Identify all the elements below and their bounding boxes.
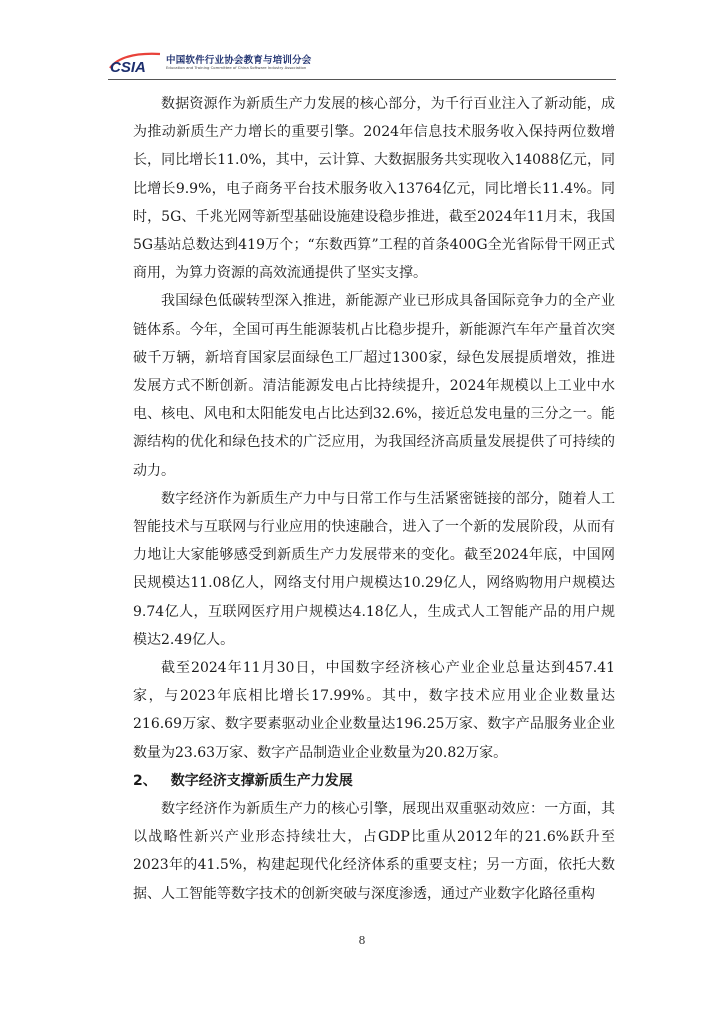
document-body: [133, 90, 615, 908]
paragraph-digital-engine: 数字经济作为新质生产力的核心引擎，展现出双重驱动效应：一方面，其以战略性新兴产业形态持续壮大，占GDP比重从2012年的21.6%跃升至2023年的41.5%，构建起现代化经济体系的重要支柱；另一方面，依托大数据、人工智能等数字技术的创新突破与深度渗透，通过产业数字化路径重构: [133, 801, 615, 902]
page-header: [108, 48, 628, 78]
organization-name-en: Education and Training Committee of China Software Industry Association: [166, 65, 307, 70]
header-divider: [108, 79, 616, 80]
section-heading-title: 数字经济支撑新质生产力发展: [170, 772, 353, 789]
csia-logo-icon: [108, 48, 164, 76]
paragraph-enterprise-counts: 截至2024年11月30日，中国数字经济核心产业企业总量达到457.41家，与2023年底相比增长17.99%。其中，数字技术应用业企业数量达216.69万家、数字要素驱动业企业数量达196.25万家、数字产品服务业企业数量为23.63万家、数字产品制造业企业数量为20.82万家。: [133, 660, 615, 761]
section-heading: [133, 767, 615, 795]
page-number: 8: [358, 934, 366, 947]
organization-name-cn: 中国软件行业协会教育与培训分会: [166, 55, 312, 66]
section-heading-number: 2、: [133, 772, 157, 789]
logo-text: CSIA: [110, 59, 146, 76]
paragraph-data-resources: 数据资源作为新质生产力发展的核心部分，为千行百业注入了新动能，成为推动新质生产力增长的重要引擎。2024年信息技术服务收入保持两位数增长，同比增长11.0%，其中，云计算、大数据服务共实现收入14088亿元，同比增长9.9%，电子商务平台技术服务收入13764亿元，同比增长11.4%。同时，5G、千兆光网等新型基础设施建设稳步推进，截至2024年11月末，我国5G基站总数达到419万个；“东数西算”工程的首条400G全光省际骨干网正式商用，为算力资源的高效流通提供了坚实支撑。: [133, 96, 615, 282]
paragraph-digital-economy-users: 数字经济作为新质生产力中与日常工作与生活紧密链接的部分，随着人工智能技术与互联网与行业应用的快速融合，进入了一个新的发展阶段，从而有力地让大家能够感受到新质生产力发展带来的变化。截至2024年底，中国网民规模达11.08亿人，网络支付用户规模达10.29亿人，网络购物用户规模达9.74亿人，互联网医疗用户规模达4.18亿人，生成式人工智能产品的用户规模达2.49亿人。: [133, 490, 615, 648]
paragraph-green-transition: 我国绿色低碳转型深入推进，新能源产业已形成具备国际竞争力的全产业链体系。今年，全国可再生能源装机占比稳步提升，新能源汽车年产量首次突破千万辆，新培育国家层面绿色工厂超过1300家，绿色发展提质增效，推进发展方式不断创新。清洁能源发电占比持续提升，2024年规模以上工业中水电、核电、风电和太阳能发电占比达到32.6%，接近总发电量的三分之一。能源结构的优化和绿色技术的广泛应用，为我国经济高质量发展提供了可持续的动力。: [133, 293, 615, 479]
